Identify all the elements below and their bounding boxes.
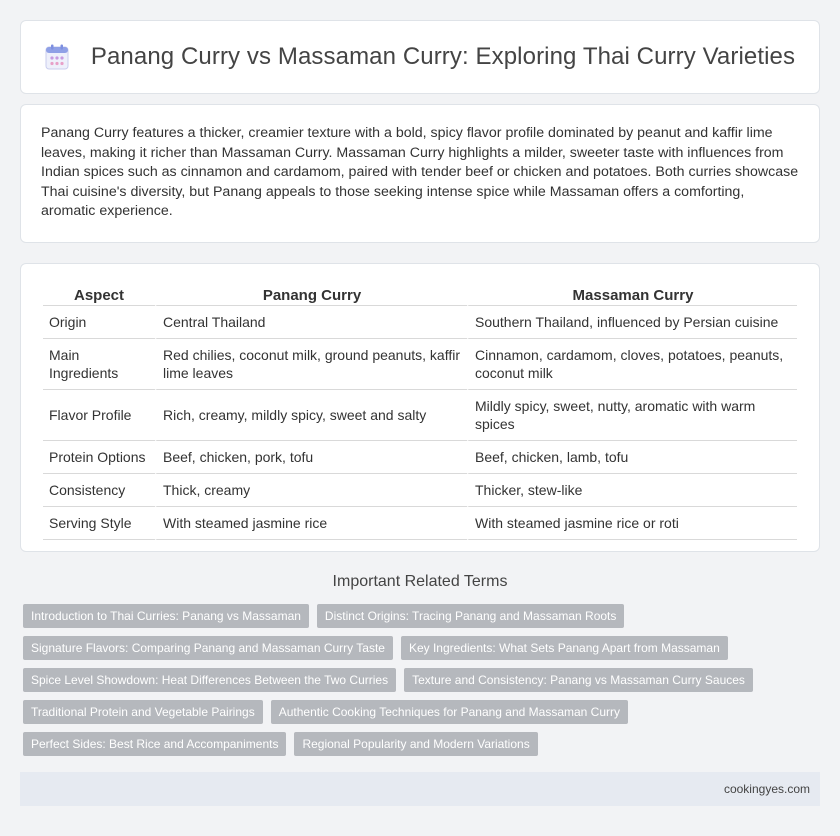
comparison-card bbox=[20, 263, 820, 552]
cell-aspect: Protein Options bbox=[43, 441, 155, 474]
cell-massaman: Mildly spicy, sweet, nutty, aromatic with warm spices bbox=[467, 390, 797, 441]
related-term-tag[interactable]: Regional Popularity and Modern Variations bbox=[294, 732, 537, 756]
calendar-icon bbox=[45, 44, 69, 70]
table-row bbox=[43, 339, 797, 390]
header-massaman: Massaman Curry bbox=[467, 283, 797, 306]
cell-panang: Rich, creamy, mildly spicy, sweet and salty bbox=[155, 390, 467, 441]
cell-panang: Beef, chicken, pork, tofu bbox=[155, 441, 467, 474]
table-row bbox=[43, 390, 797, 441]
footer bbox=[20, 772, 820, 806]
table-header-row bbox=[43, 283, 797, 306]
related-term-tag[interactable]: Traditional Protein and Vegetable Pairings bbox=[23, 700, 263, 724]
comparison-table bbox=[43, 283, 797, 540]
related-terms-list bbox=[23, 604, 823, 764]
cell-aspect: Main Ingredients bbox=[43, 339, 155, 390]
related-terms-heading: Important Related Terms bbox=[332, 573, 508, 590]
cell-massaman: Beef, chicken, lamb, tofu bbox=[467, 441, 797, 474]
cell-massaman: Southern Thailand, influenced by Persian cuisine bbox=[467, 306, 797, 339]
cell-massaman: Thicker, stew-like bbox=[467, 474, 797, 507]
intro-card bbox=[20, 104, 820, 243]
related-term-tag[interactable]: Texture and Consistency: Panang vs Massaman Curry Sauces bbox=[404, 668, 753, 692]
related-term-tag[interactable]: Authentic Cooking Techniques for Panang and Massaman Curry bbox=[271, 700, 628, 724]
cell-panang: With steamed jasmine rice bbox=[155, 507, 467, 540]
cell-massaman: With steamed jasmine rice or roti bbox=[467, 507, 797, 540]
cell-panang: Central Thailand bbox=[155, 306, 467, 339]
cell-panang: Thick, creamy bbox=[155, 474, 467, 507]
cell-panang: Red chilies, coconut milk, ground peanuts, kaffir lime leaves bbox=[155, 339, 467, 390]
related-term-tag[interactable]: Introduction to Thai Curries: Panang vs Massaman bbox=[23, 604, 309, 628]
cell-aspect: Origin bbox=[43, 306, 155, 339]
cell-aspect: Serving Style bbox=[43, 507, 155, 540]
related-term-tag[interactable]: Key Ingredients: What Sets Panang Apart from Massaman bbox=[401, 636, 728, 660]
related-term-tag[interactable]: Perfect Sides: Best Rice and Accompaniments bbox=[23, 732, 286, 756]
page-title: Panang Curry vs Massaman Curry: Exploring Thai Curry Varieties bbox=[90, 43, 796, 70]
site-link[interactable]: cookingyes.com bbox=[723, 782, 810, 796]
table-row bbox=[43, 507, 797, 540]
header-aspect: Aspect bbox=[43, 283, 155, 306]
title-card bbox=[20, 20, 820, 94]
cell-aspect: Flavor Profile bbox=[43, 390, 155, 441]
table-row bbox=[43, 441, 797, 474]
intro-paragraph: Panang Curry features a thicker, creamier texture with a bold, spicy flavor profile dominated by peanut and kaffir lime leaves, making it richer than Massaman Curry. Massaman Curry highlights a milder, sweeter taste with influences from Indian spices such as cinnamon and cardamom, paired with tender beef or chicken and potatoes. Both curries showcase Thai cuisine's diversity, but Panang appeals to those seeking intense spice while Massaman offers a comforting, aromatic experience. bbox=[41, 125, 799, 219]
related-term-tag[interactable]: Signature Flavors: Comparing Panang and Massaman Curry Taste bbox=[23, 636, 393, 660]
table-row bbox=[43, 474, 797, 507]
related-term-tag[interactable]: Distinct Origins: Tracing Panang and Massaman Roots bbox=[317, 604, 624, 628]
related-term-tag[interactable]: Spice Level Showdown: Heat Differences Between the Two Curries bbox=[23, 668, 396, 692]
table-row bbox=[43, 306, 797, 339]
header-panang: Panang Curry bbox=[155, 283, 467, 306]
cell-aspect: Consistency bbox=[43, 474, 155, 507]
cell-massaman: Cinnamon, cardamom, cloves, potatoes, peanuts, coconut milk bbox=[467, 339, 797, 390]
